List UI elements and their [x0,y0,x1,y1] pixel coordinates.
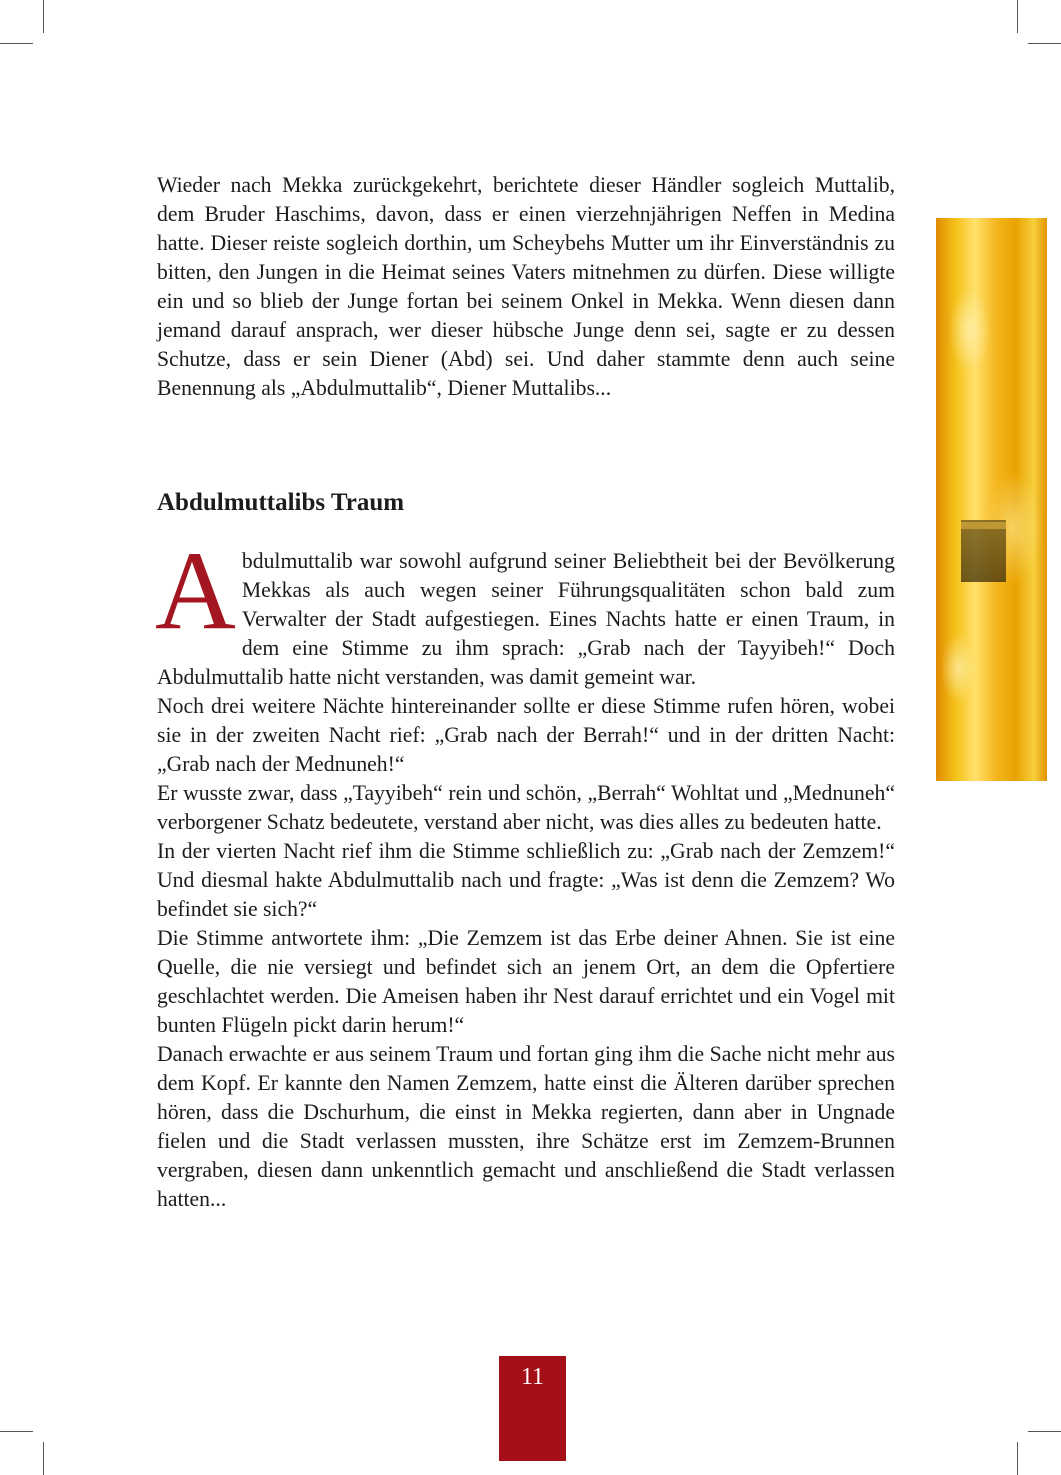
crop-mark [1017,0,1018,33]
body-paragraph: Danach erwachte er aus seinem Traum und fortan ging ihm die Sache nicht mehr aus dem Kopf. Er kannte den Namen Zemzem, hatte einst die Älteren darüber sprechen hören, dass die Dschurhum, die einst in Mekka regierten, dann aber in Ungnade fielen und die Stadt verlassen mussten, ihre Schätze erst im Zemzem-Brunnen vergraben, diesen dann unkenntlich gemacht und anschließend die Stadt verlassen hatten... [157,1042,895,1211]
body-section [155,529,895,1214]
body-paragraph: Die Stimme antwortete ihm: „Die Zemzem ist das Erbe deiner Ahnen. Sie ist eine Quelle, die nie versiegt und befindet sich an jenem Ort, an dem die Opfertiere geschlachtet werden. Die Ameisen haben ihr Nest darauf errichtet und ein Vogel mit bunten Flügeln pickt darin herum!“ [157,926,895,1037]
page-number: 11 [520,1364,545,1390]
crop-mark [43,1442,44,1475]
section-heading: Abdulmuttalibs Traum [157,489,405,516]
body-paragraph [155,529,895,692]
kaaba-band [961,522,1006,529]
crop-mark [0,1431,33,1432]
crop-mark [0,43,33,44]
crop-mark [1017,1442,1018,1475]
crop-mark [43,0,44,33]
body-paragraph: Er wusste zwar, dass „Tayyibeh“ rein und schön, „Berrah“ Wohltat und „Mednuneh“ verborgener Schatz bedeutete, verstand aber nicht, was dies alles zu bedeuten hatte. [157,781,895,834]
body-paragraph: In der vierten Nacht rief ihm die Stimme schließlich zu: „Grab nach der Zemzem!“ Und diesmal hakte Abdulmuttalib nach und fragte: „Was ist denn die Zemzem? Wo befindet sie sich?“ [157,839,895,921]
crop-mark [1028,1431,1061,1432]
intro-section [157,171,895,403]
paragraph-text: bdulmuttalib war sowohl aufgrund seiner Beliebtheit bei der Bevölkerung Mekkas als auch wegen seiner Führungsqualitäten schon bald zum Verwalter der Stadt aufgestiegen. Eines Nachts hatte er einen Traum, in dem eine Stimme zu ihm sprach: „Grab nach der Tayyibeh!“ Doch Abdulmuttalib hatte nicht verstanden, was damit gemeint war. [157,549,895,689]
crop-mark [1028,43,1061,44]
intro-paragraph: Wieder nach Mekka zurückgekehrt, berichtete dieser Händler sogleich Muttalib, dem Bruder Haschims, davon, dass er einen vierzehnjährigen Neffen in Medina hatte. Dieser reiste sogleich dorthin, um Scheybehs Mutter um ihr Einverständnis zu bitten, den Jungen in die Heimat seines Vaters mitnehmen zu dürfen. Diese willigte ein und so blieb der Junge fortan bei seinem Onkel in Mekka. Wenn diesen dann jemand darauf ansprach, wer dieser hübsche Junge denn sei, sagte er zu dessen Schutze, dass er sein Diener (Abd) sei. Und daher stammte denn auch seine Benennung als „Abdulmuttalib“, Diener Muttalibs... [157,173,895,400]
kaaba-image [961,520,1006,582]
drop-cap: A [155,529,236,653]
decorative-image-strip [936,218,1047,781]
page-number-box [499,1356,566,1461]
body-paragraph: Noch drei weitere Nächte hintereinander sollte er diese Stimme rufen hören, wobei sie in der zweiten Nacht rief: „Grab nach der Berrah!“ und in der dritten Nacht: „Grab nach der Mednuneh!“ [157,694,895,776]
